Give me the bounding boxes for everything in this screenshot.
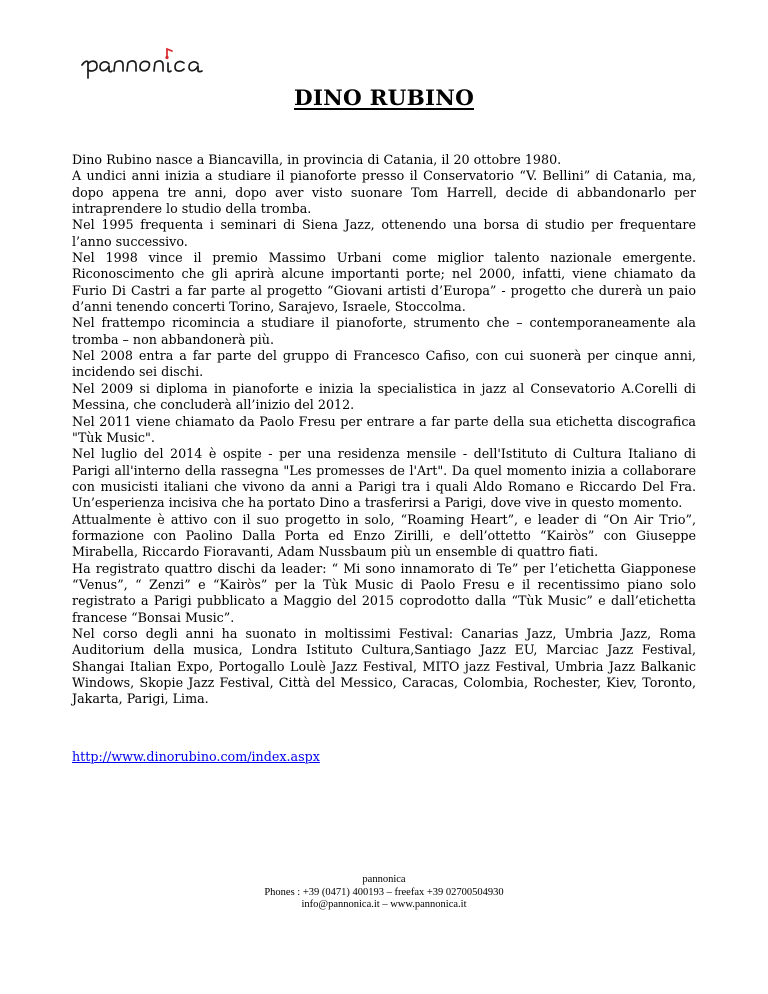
footer: [0, 874, 768, 912]
pannonica-logo-graphic: [78, 44, 248, 84]
bio-paragraph: Attualmente è attivo con il suo progetto in solo, “Roaming Heart”, e leader di “On Air Trio”, formazione con Paolino Dalla Porta ed Enzo Zirilli, e dell’ottetto “Kairòs” con Giuseppe Mirabella, Riccardo Fioravanti, Adam Nussbaum più un ensemble di quattro fiati.: [72, 511, 696, 560]
bio-paragraph: Nel 2008 entra a far parte del gruppo di Francesco Cafiso, con cui suonerà per cinque anni, incidendo sei dischi.: [72, 348, 696, 380]
page-title: DINO RUBINO: [294, 86, 474, 111]
bio-paragraph: Nel 1998 vince il premio Massimo Urbani come miglior talento nazionale emergente. Riconoscimento che gli aprirà alcune importanti porte; nel 2000, infatti, viene chiamato da Furio Di Castri a far parte al progetto “Giovani artisti d’Europa” - progetto che durerà un paio d’anni tenendo concerti Torino, Sarajevo, Israele, Stoccolma.: [72, 250, 696, 315]
bio-paragraph: Dino Rubino nasce a Biancavilla, in provincia di Catania, il 20 ottobre 1980.: [72, 152, 562, 167]
bio-paragraph: Nel 2011 viene chiamato da Paolo Fresu per entrare a far parte della sua etichetta discografica "Tùk Music".: [72, 413, 696, 445]
footer-company-name: pannonica: [362, 874, 406, 885]
bio-paragraph: Nel 2009 si diploma in pianoforte e inizia la specialistica in jazz al Consevatorio A.Corelli di Messina, che concluderà all’inizio del 2012.: [72, 380, 696, 413]
bio-paragraph: Nel luglio del 2014 è ospite - per una residenza mensile - dell'Istituto di Cultura Italiano di Parigi all'interno della rassegna "Les promesses de l'Art". Da quel momento inizia a collaborare con musicisti italiani che vivono da anni a Parigi tra i quali Aldo Romano e Riccardo Del Fra. Un’esperienza incisiva che ha portato Dino a trasferirsi a Parigi, dove vive in questo momento.: [72, 446, 696, 511]
biography: [72, 152, 696, 708]
bio-paragraph: Nel frattempo ricomincia a studiare il pianoforte, strumento che – contemporaneamente ala tromba – non abbandonerà più.: [72, 315, 696, 347]
pannonica-logo: [78, 44, 248, 84]
bio-paragraph: A undici anni inizia a studiare il pianoforte presso il Conservatorio “V. Bellini” di Catania, ma, dopo appena tre anni, dopo aver visto suonare Tom Harrell, decide di abbandonarlo per intraprendere lo studio della tromba.: [72, 168, 696, 217]
bio-paragraph: Ha registrato quattro dischi da leader: “ Mi sono innamorato di Te” per l’etichetta Giapponese “Venus”, “ Zenzi” e “Kairòs” per la Tùk Music di Paolo Fresu e il recentissimo piano solo registrato a Parigi pubblicato a Maggio del 2015 coprodotto dalla “Tùk Music” e dall’etichetta francese “Bonsai Music”.: [72, 560, 696, 625]
footer-phones: Phones : +39 (0471) 400193 – freefax +39 02700504930: [264, 886, 504, 898]
footer-contacts: info@pannonica.it – www.pannonica.it: [301, 899, 467, 910]
bio-paragraph: Nel corso degli anni ha suonato in moltissimi Festival: Canarias Jazz, Umbria Jazz, Roma Auditorium della musica, Londra Istituto Cultura,Santiago Jazz EU, Marciac Jazz Festival, Shangai Italian Expo, Portogallo Loulè Jazz Festival, MITO jazz Festival, Umbria Jazz Balkanic Windows, Skopie Jazz Festival, Città del Messico, Caracas, Colombia, Rochester, Kiev, Toronto, Jakarta, Parigi, Lima.: [72, 625, 696, 707]
bio-paragraph: Nel 1995 frequenta i seminari di Siena Jazz, ottenendo una borsa di studio per frequentare l’anno successivo.: [72, 217, 696, 249]
website-link[interactable]: http://www.dinorubino.com/index.aspx: [72, 749, 320, 764]
